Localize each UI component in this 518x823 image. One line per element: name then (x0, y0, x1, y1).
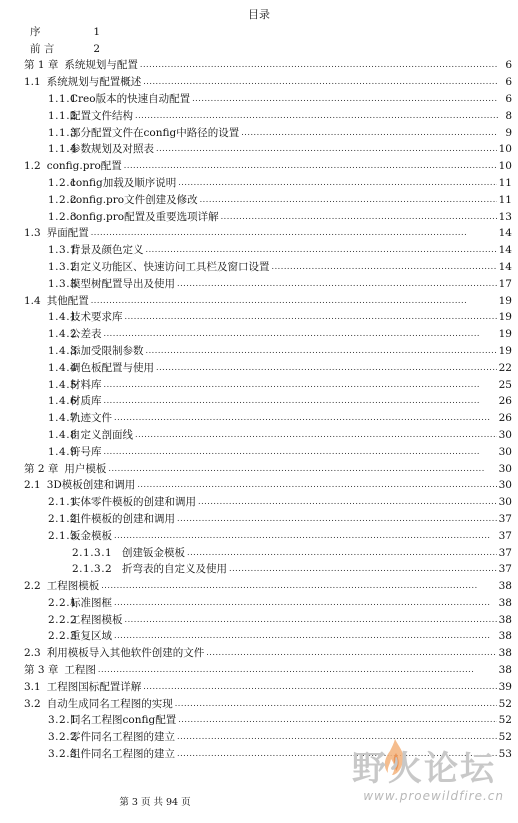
toc-entry-page: 11 (498, 176, 512, 189)
toc-entry-title: config.pro配置 (46, 160, 122, 173)
toc-leader-dots (192, 92, 498, 106)
toc-entry[interactable] (24, 711, 512, 728)
toc-entry-number: 1.4.2 (48, 328, 78, 341)
toc-leader-dots (98, 663, 497, 677)
toc-entry-number: 1.2 (24, 160, 41, 173)
toc-entry[interactable] (24, 643, 512, 660)
toc-leader-dots (241, 126, 498, 140)
toc-entry-page: 38 (498, 630, 512, 643)
toc-entry-number: 1.3 (24, 227, 41, 240)
toc-entry-number: 3.2.1 (48, 714, 78, 727)
toc-entry-page: 30 (498, 462, 512, 475)
toc-entry-title: 折弯表的自定义及使用 (122, 563, 227, 576)
toc-entry-number: 1.2.3 (48, 210, 78, 223)
toc-entry-number: 3.2.3 (48, 748, 78, 761)
toc-entry-number: 1.4.1 (48, 311, 78, 324)
toc-entry-title: 轨迹文件 (70, 412, 112, 425)
toc-entry[interactable] (24, 123, 512, 140)
toc-entry-title: 系统规划与配置 (64, 59, 138, 72)
toc-entry-title: 自定义功能区、快速访问工具栏及窗口设置 (70, 260, 270, 273)
toc-entry-number: 1.2.1 (48, 176, 78, 189)
toc-leader-dots (104, 378, 497, 392)
toc-leader-dots (108, 462, 496, 476)
toc-entry-title: 背景及颜色定义 (70, 244, 144, 257)
toc-entry[interactable] (24, 476, 512, 493)
toc-entry-number: 3.2 (24, 697, 41, 710)
toc-entry[interactable] (24, 459, 512, 476)
toc-entry-number: 2.1.3.1 (72, 546, 113, 559)
toc-entry[interactable] (24, 308, 512, 325)
toc-entry-title: 自定义剖面线 (70, 428, 133, 441)
toc-entry-title: config.pro文件创建及修改 (70, 193, 198, 206)
toc-entry-number: 1.1.3 (48, 126, 78, 139)
toc-entry[interactable] (24, 543, 512, 560)
toc-entry-page: 26 (498, 395, 512, 408)
toc-entry[interactable] (24, 207, 512, 224)
toc-leader-dots (114, 596, 497, 610)
toc-entry-title: 利用模板导入其他软件创建的文件 (46, 647, 205, 660)
toc-entry[interactable] (24, 22, 512, 39)
toc-entry-title: 组件同名工程图的建立 (70, 748, 175, 761)
toc-entry-title: 创建钣金模板 (122, 546, 185, 559)
toc-leader-dots (272, 260, 497, 274)
toc-entry-title: 工程图模板 (70, 613, 123, 626)
toc-entry-number: 1.4.9 (48, 445, 78, 458)
toc-entry-number: 1.3.3 (48, 277, 78, 290)
toc-entry-title: 材料库 (70, 378, 102, 391)
toc-leader-dots (114, 411, 497, 425)
watermark-url: www.proewildfire.cn (363, 789, 504, 803)
toc-entry[interactable] (24, 156, 512, 173)
toc-leader-dots (104, 394, 497, 408)
toc-entry-number: 1.1.2 (48, 109, 78, 122)
toc-leader-dots (143, 75, 498, 89)
toc-entry-number: 2.1 (24, 479, 41, 492)
toc-entry-number: 1.1.1 (48, 92, 78, 105)
toc-leader-dots (114, 529, 497, 543)
toc-entry-number: 2.1.1 (48, 496, 78, 509)
toc-entry-number: 2.3 (24, 647, 41, 660)
toc-entry[interactable] (24, 509, 512, 526)
toc-entry-number: 2.2.3 (48, 630, 78, 643)
toc-entry-title: 重复区域 (70, 630, 112, 643)
toc-entry-page: 19 (498, 328, 512, 341)
toc-leader-dots (175, 697, 497, 711)
toc-entry-page: 38 (498, 580, 512, 593)
toc-entry-number: 2.2.1 (48, 596, 78, 609)
toc-entry-page: 6 (505, 92, 512, 105)
toc-entry-title: config.pro配置及重要选项详解 (70, 210, 219, 223)
toc-entry-page: 37 (498, 512, 512, 525)
toc-leader-dots (135, 428, 497, 442)
toc-entry[interactable] (24, 660, 512, 677)
toc-entry-page: 10 (498, 143, 512, 156)
toc-entry-title: 调色板配置与使用 (70, 361, 154, 374)
toc-entry-number: 2.1.3 (48, 529, 78, 542)
toc-entry-number: 3.2.2 (48, 731, 78, 744)
toc-leader-dots (140, 58, 498, 72)
toc-leader-dots (178, 713, 496, 727)
page-footer: 第 3 页 共 94 页 (119, 797, 191, 808)
toc-entry-number: 1.4.8 (48, 428, 78, 441)
toc-entry-page: 38 (498, 664, 512, 677)
toc-entry-number: 1.4.4 (48, 361, 78, 374)
toc-entry-number: 2.2.2 (48, 613, 78, 626)
toc-entry-number: 3.1 (24, 680, 41, 693)
toc-entry-page: 19 (498, 344, 512, 357)
toc-leader-dots (156, 142, 497, 156)
toc-leader-dots (198, 495, 497, 509)
toc-leader-dots (143, 680, 496, 694)
watermark (320, 737, 510, 807)
toc-entry[interactable] (24, 56, 512, 73)
toc-entry-title: 系统规划与配置概述 (46, 76, 142, 89)
toc-entry-title: 标准图框 (70, 596, 112, 609)
toc-entry-number: 1.2.2 (48, 193, 78, 206)
toc-entry-page: 13 (498, 210, 512, 223)
toc-entry-number: 第 2 章 (24, 462, 59, 475)
toc-entry-page: 17 (498, 277, 512, 290)
watermark-brand: 野火论坛 (352, 749, 496, 789)
toc-entry-page: 19 (498, 311, 512, 324)
toc-entry[interactable] (24, 425, 512, 442)
toc-entry-page: 1 (93, 25, 100, 38)
toc-entry[interactable] (24, 442, 512, 459)
toc-leader-dots (104, 327, 497, 341)
toc-entry-page: 37 (498, 546, 512, 559)
toc-leader-dots (101, 579, 496, 593)
toc-leader-dots (178, 176, 496, 190)
toc-entry-number: 2.1.2 (48, 512, 78, 525)
toc-leader-dots (125, 613, 497, 627)
toc-entry-number: 1.4.7 (48, 412, 78, 425)
toc-entry[interactable] (24, 677, 512, 694)
toc-entry-title: 符号库 (70, 445, 102, 458)
toc-entry[interactable] (24, 593, 512, 610)
toc-entry[interactable] (24, 190, 512, 207)
toc-entry-number: 1.3.1 (48, 244, 78, 257)
toc-entry-title: 公差表 (70, 328, 102, 341)
toc-entry-page: 14 (498, 260, 512, 273)
toc-entry-page: 14 (498, 244, 512, 257)
toc-leader-dots (229, 562, 497, 576)
toc-entry-number: 1.1.4 (48, 143, 78, 156)
table-of-contents (24, 22, 512, 761)
toc-entry-page: 11 (498, 193, 512, 206)
toc-entry-title: 组件模板的创建和调用 (70, 512, 175, 525)
toc-entry-title: config加载及顺序说明 (70, 176, 177, 189)
toc-entry-page: 52 (498, 731, 512, 744)
toc-entry-title: 技术要求库 (70, 311, 123, 324)
toc-entry-page: 52 (498, 697, 512, 710)
toc-leader-dots (124, 159, 497, 173)
toc-leader-dots (104, 445, 497, 459)
toc-entry[interactable] (24, 106, 512, 123)
toc-entry-title: 参数规划及对照表 (70, 143, 154, 156)
toc-entry-number: 2.1.3.2 (72, 563, 113, 576)
toc-entry-page: 6 (505, 76, 512, 89)
toc-entry-title: 钣金模板 (70, 529, 112, 542)
toc-entry-title: 同名工程图config配置 (70, 714, 177, 727)
toc-entry[interactable] (24, 240, 512, 257)
toc-entry-title: 其他配置 (46, 294, 89, 307)
toc-entry-page: 52 (498, 714, 512, 727)
toc-entry-page: 53 (498, 748, 512, 761)
toc-entry[interactable] (24, 341, 512, 358)
toc-entry[interactable] (24, 492, 512, 509)
toc-leader-dots (91, 226, 497, 240)
toc-entry-number: 第 1 章 (24, 59, 59, 72)
toc-leader-dots (146, 243, 497, 257)
toc-entry-title: 实体零件模板的创建和调用 (70, 496, 196, 509)
toc-entry-title: 用户模板 (64, 462, 107, 475)
toc-entry-page: 2 (93, 42, 100, 55)
toc-entry-page: 38 (498, 647, 512, 660)
toc-entry[interactable] (24, 324, 512, 341)
toc-entry-title: 材质库 (70, 395, 102, 408)
toc-entry[interactable] (24, 576, 512, 593)
toc-entry-page: 37 (498, 529, 512, 542)
toc-entry-number: 1.3.2 (48, 260, 78, 273)
toc-entry[interactable] (24, 526, 512, 543)
toc-entry-page: 30 (498, 496, 512, 509)
toc-entry[interactable] (24, 291, 512, 308)
toc-entry[interactable] (24, 375, 512, 392)
toc-leader-dots (137, 478, 496, 492)
toc-leader-dots (221, 210, 497, 224)
toc-entry-number: 1.4 (24, 294, 41, 307)
toc-leader-dots (146, 344, 497, 358)
toc-entry-page: 8 (505, 109, 512, 122)
toc-entry-number: 第 3 章 (24, 664, 59, 677)
toc-entry[interactable] (24, 257, 512, 274)
toc-entry-page: 25 (498, 378, 512, 391)
toc-entry-title: 工程图 (64, 664, 96, 677)
toc-entry[interactable] (24, 274, 512, 291)
toc-entry-title: 界面配置 (46, 227, 89, 240)
toc-entry[interactable] (24, 610, 512, 627)
toc-entry-number: 1.1 (24, 76, 41, 89)
toc-entry[interactable] (24, 392, 512, 409)
toc-entry-page: 39 (498, 680, 512, 693)
toc-entry[interactable] (24, 408, 512, 425)
toc-entry[interactable] (24, 560, 512, 577)
toc-entry[interactable] (24, 627, 512, 644)
toc-leader-dots (135, 109, 498, 123)
toc-entry-page: 22 (498, 361, 512, 374)
toc-entry-title: 前 言 (30, 42, 55, 55)
toc-entry-page: 10 (498, 160, 512, 173)
page-title: 目录 (248, 8, 270, 21)
toc-entry-page: 38 (498, 596, 512, 609)
toc-entry[interactable] (24, 39, 512, 56)
toc-entry[interactable] (24, 72, 512, 89)
toc-entry-page: 14 (498, 227, 512, 240)
toc-entry-title: 零件同名工程图的建立 (70, 731, 175, 744)
toc-leader-dots (187, 546, 497, 560)
toc-entry-title: 模型树配置导出及使用 (70, 277, 175, 290)
toc-entry-page: 30 (498, 479, 512, 492)
toc-entry-page: 26 (498, 412, 512, 425)
toc-entry-page: 19 (498, 294, 512, 307)
toc-entry-page: 38 (498, 613, 512, 626)
toc-leader-dots (206, 646, 496, 660)
toc-leader-dots (177, 277, 497, 291)
toc-entry[interactable] (24, 173, 512, 190)
toc-entry-title: 部分配置文件在config中路径的设置 (70, 126, 240, 139)
toc-entry-title: 自动生成同名工程图的实现 (46, 697, 173, 710)
toc-entry[interactable] (24, 224, 512, 241)
toc-entry-title: 3D模板创建和调用 (46, 479, 136, 492)
toc-leader-dots (91, 294, 497, 308)
toc-entry-number: 1.4.6 (48, 395, 78, 408)
toc-entry-title: 配置文件结构 (70, 109, 133, 122)
toc-entry-page: 37 (498, 563, 512, 576)
toc-entry[interactable] (24, 694, 512, 711)
toc-entry-title: 工程图模板 (46, 580, 100, 593)
toc-entry-page: 30 (498, 445, 512, 458)
toc-entry-page: 30 (498, 428, 512, 441)
toc-entry-page: 9 (505, 126, 512, 139)
toc-leader-dots (156, 361, 497, 375)
toc-entry-number: 2.2 (24, 580, 41, 593)
toc-entry[interactable] (24, 140, 512, 157)
toc-entry-number: 1.4.3 (48, 344, 78, 357)
toc-entry[interactable] (24, 89, 512, 106)
toc-leader-dots (114, 629, 497, 643)
toc-leader-dots (200, 193, 497, 207)
toc-entry-title: 添加受限制参数 (70, 344, 144, 357)
toc-entry-title: 工程图国标配置详解 (46, 680, 142, 693)
toc-entry-title: Creo版本的快速自动配置 (70, 92, 191, 105)
toc-entry-number: 1.4.5 (48, 378, 78, 391)
toc-entry-page: 6 (505, 59, 512, 72)
toc-entry[interactable] (24, 358, 512, 375)
toc-entry-title: 序 (30, 25, 41, 38)
toc-leader-dots (125, 310, 497, 324)
toc-leader-dots (177, 512, 497, 526)
